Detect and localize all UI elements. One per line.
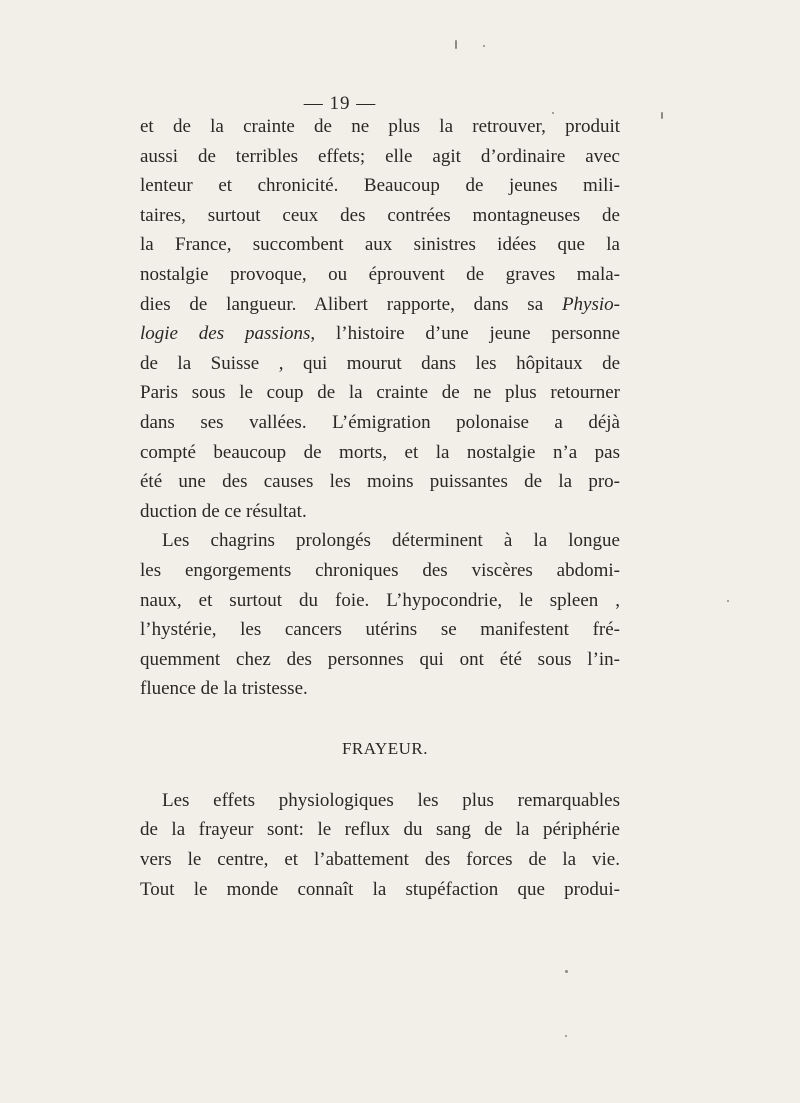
spacer — [140, 704, 620, 734]
text-line: l’hystérie, les cancers utérins se manifestent fré- — [140, 619, 620, 641]
text-segment: dies de langueur. Alibert rapporte, dans sa — [140, 293, 562, 315]
text-line: quemment chez des personnes qui ont été sous l’in- — [140, 648, 620, 670]
text-line: compté beaucoup de morts, et la nostalgie n’a pas — [140, 441, 620, 463]
text-line: et de la crainte de ne plus la retrouver, produit — [140, 116, 620, 137]
paper-speck — [661, 112, 663, 119]
text-line: Les chagrins prolongés déterminent à la longue — [162, 530, 620, 552]
text-line: été une des causes les moins puissantes de la pro- — [140, 471, 620, 493]
text-line: lenteur et chronicité. Beaucoup de jeunes mili- — [140, 175, 620, 197]
paper-speck — [565, 1035, 567, 1037]
text-line: duction de ce résultat. — [140, 500, 307, 522]
text-line: Tout le monde connaît la stupéfaction que produi- — [140, 878, 620, 900]
spacer — [140, 763, 620, 786]
text-line: les engorgements chroniques des viscères abdomi- — [140, 559, 620, 581]
paper-speck — [455, 40, 457, 49]
text-line: taires, surtout ceux des contrées montagneuses de — [140, 204, 620, 226]
text-segment: , l’histoire d’une jeune personne — [310, 323, 620, 345]
section-heading: FRAYEUR. — [341, 738, 429, 758]
text-line — [140, 290, 620, 320]
book-title: logie des passions — [140, 323, 311, 345]
text-line: nostalgie provoque, ou éprouvent de graves mala- — [140, 263, 620, 285]
text-line: Les effets physiologiques les plus remarquables — [162, 789, 620, 811]
paragraph-nostalgia — [140, 112, 620, 526]
text-line: Paris sous le coup de la crainte de ne plus retourner — [140, 382, 620, 404]
text-line — [140, 319, 620, 349]
page-number: — 19 — — [303, 93, 377, 114]
text-line: la France, succombent aux sinistres idées que la — [140, 234, 620, 256]
text-line: aussi de terribles effets; elle agit d’ordinaire avec — [140, 145, 620, 167]
paragraph-fright — [140, 786, 620, 904]
paper-speck — [483, 45, 485, 47]
paper-speck — [565, 970, 568, 973]
body-text — [140, 112, 620, 904]
book-title: Physio- — [561, 293, 620, 315]
text-line: naux, et surtout du foie. L’hypocondrie, le spleen , — [140, 589, 620, 611]
paper-speck — [552, 112, 554, 114]
text-line: vers le centre, et l’abattement des forces de la vie. — [140, 849, 620, 871]
text-line: de la Suisse , qui mourut dans les hôpitaux de — [140, 352, 620, 374]
text-line: dans ses vallées. L’émigration polonaise a déjà — [140, 411, 620, 433]
paper-speck — [727, 600, 729, 602]
text-line: fluence de la tristesse. — [140, 678, 308, 700]
text-line: de la frayeur sont: le reflux du sang de la périphérie — [140, 819, 620, 841]
paragraph-sorrow — [140, 526, 620, 704]
